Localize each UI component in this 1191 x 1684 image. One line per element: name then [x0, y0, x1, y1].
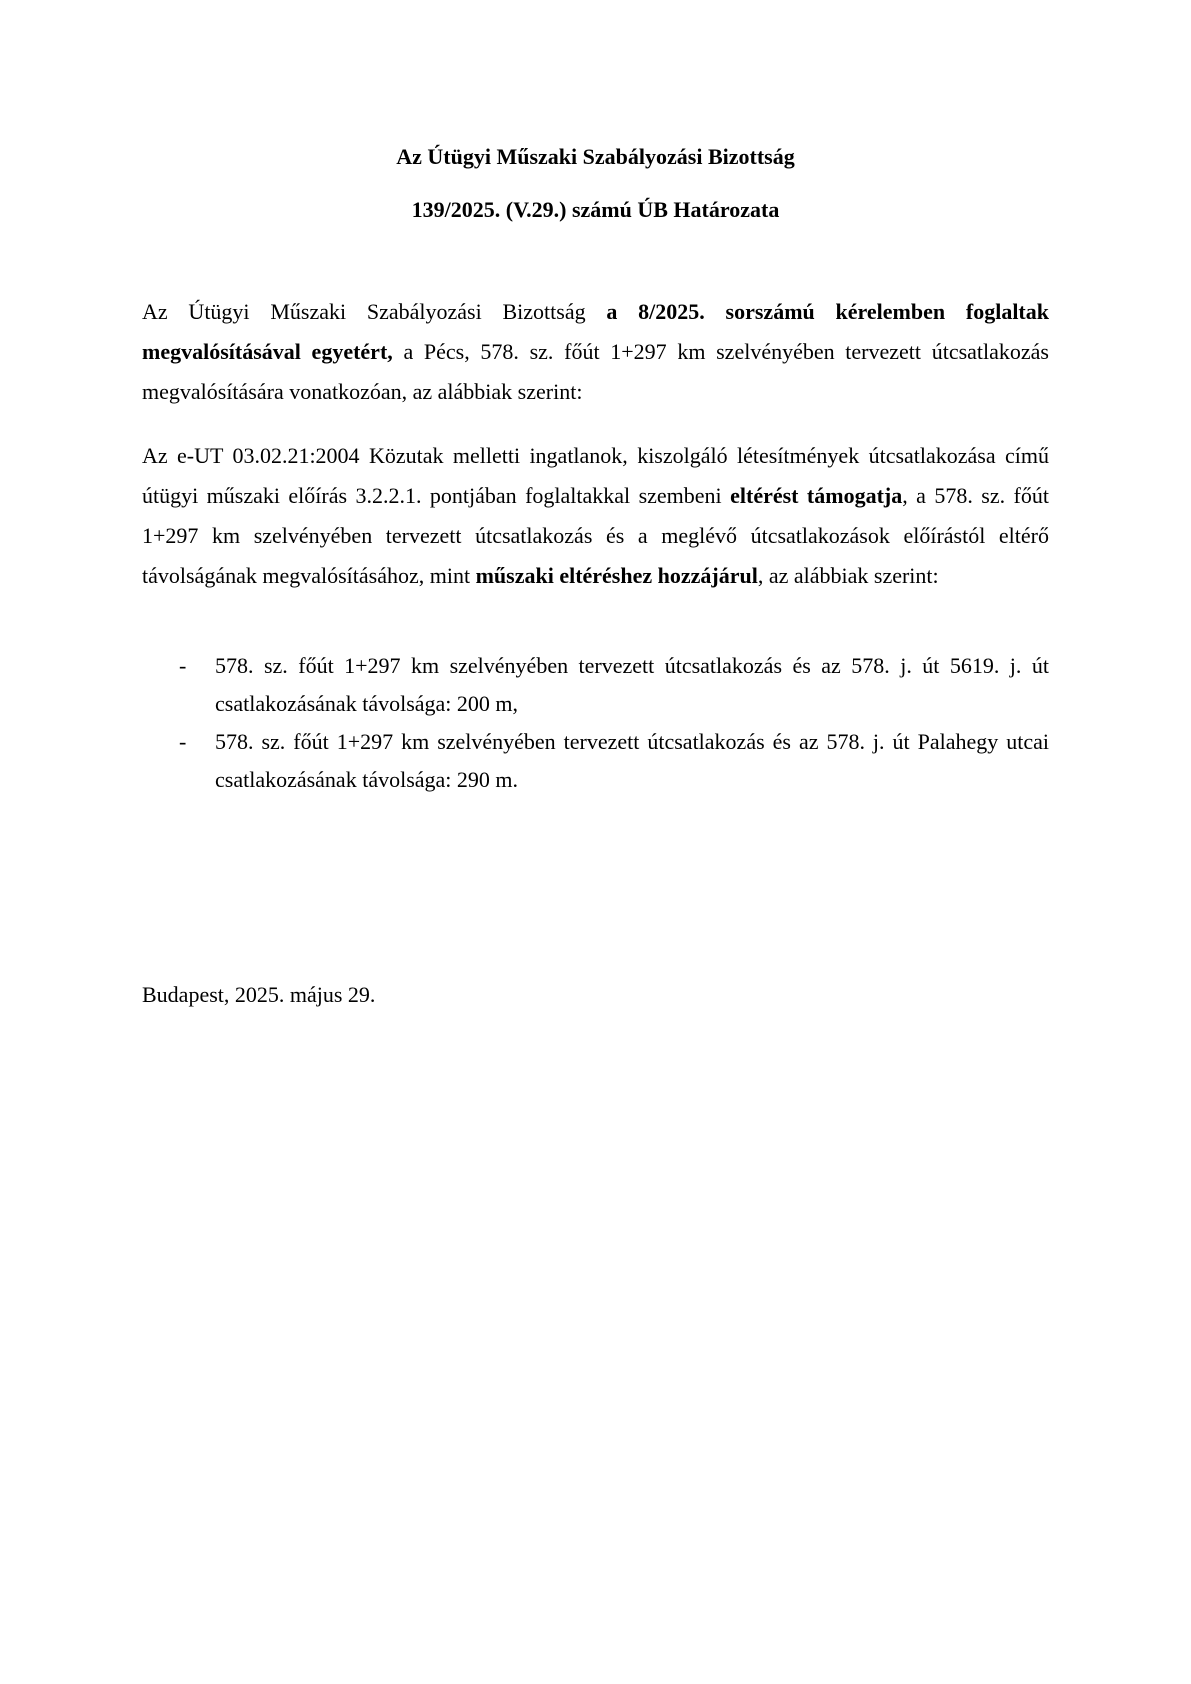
list-item [142, 723, 1049, 799]
paragraph-deviation-text-3: , az alábbiak szerint: [757, 563, 939, 588]
paragraph-deviation-text-2: , a 578. sz. főút 1+297 km szelvényében tervezett útcsatlakozás és a meglévő útcsatlakozások előírástól eltérő távolságának megvalósításához, mint [142, 483, 1049, 588]
paragraph-deviation [142, 436, 1049, 596]
distance-list [142, 647, 1049, 799]
paragraph-decision-bold-1: a 8/2025. sorszámú kérelemben foglaltak megvalósításával egyetért, [142, 299, 1049, 364]
resolution-number: 139/2025. (V.29.) számú ÚB Határozata [411, 197, 780, 222]
paragraph-deviation-bold-2: műszaki eltéréshez hozzájárul [475, 563, 758, 588]
paragraph-deviation-bold-1: eltérést támogatja [730, 483, 903, 508]
paragraph-decision [142, 292, 1049, 412]
list-item-text: 578. sz. főút 1+297 km szelvényében tervezett útcsatlakozás és az 578. j. út 5619. j. út csatlakozásának távolsága: 200 m, [215, 653, 1049, 716]
paragraph-decision-text-2: a Pécs, 578. sz. főút 1+297 km szelvényében tervezett útcsatlakozás megvalósítására vonatkozóan, az alábbiak szerint: [142, 339, 1049, 404]
list-bullet: - [179, 729, 187, 754]
document-date: Budapest, 2025. május 29. [142, 982, 376, 1007]
list-bullet: - [179, 653, 187, 678]
paragraph-deviation-text-1: Az e-UT 03.02.21:2004 Közutak melletti ingatlanok, kiszolgáló létesítmények útcsatlakozása című útügyi műszaki előírás 3.2.2.1. pontjában foglaltakkal szembeni [142, 443, 1049, 508]
list-item [142, 647, 1049, 723]
paragraph-decision-text-1: Az Útügyi Műszaki Szabályozási Bizottság [142, 299, 607, 324]
document-title: Az Útügyi Műszaki Szabályozási Bizottság [396, 144, 795, 169]
list-item-text: 578. sz. főút 1+297 km szelvényében tervezett útcsatlakozás és az 578. j. út Palahegy utcai csatlakozásának távolsága: 290 m. [215, 729, 1049, 792]
